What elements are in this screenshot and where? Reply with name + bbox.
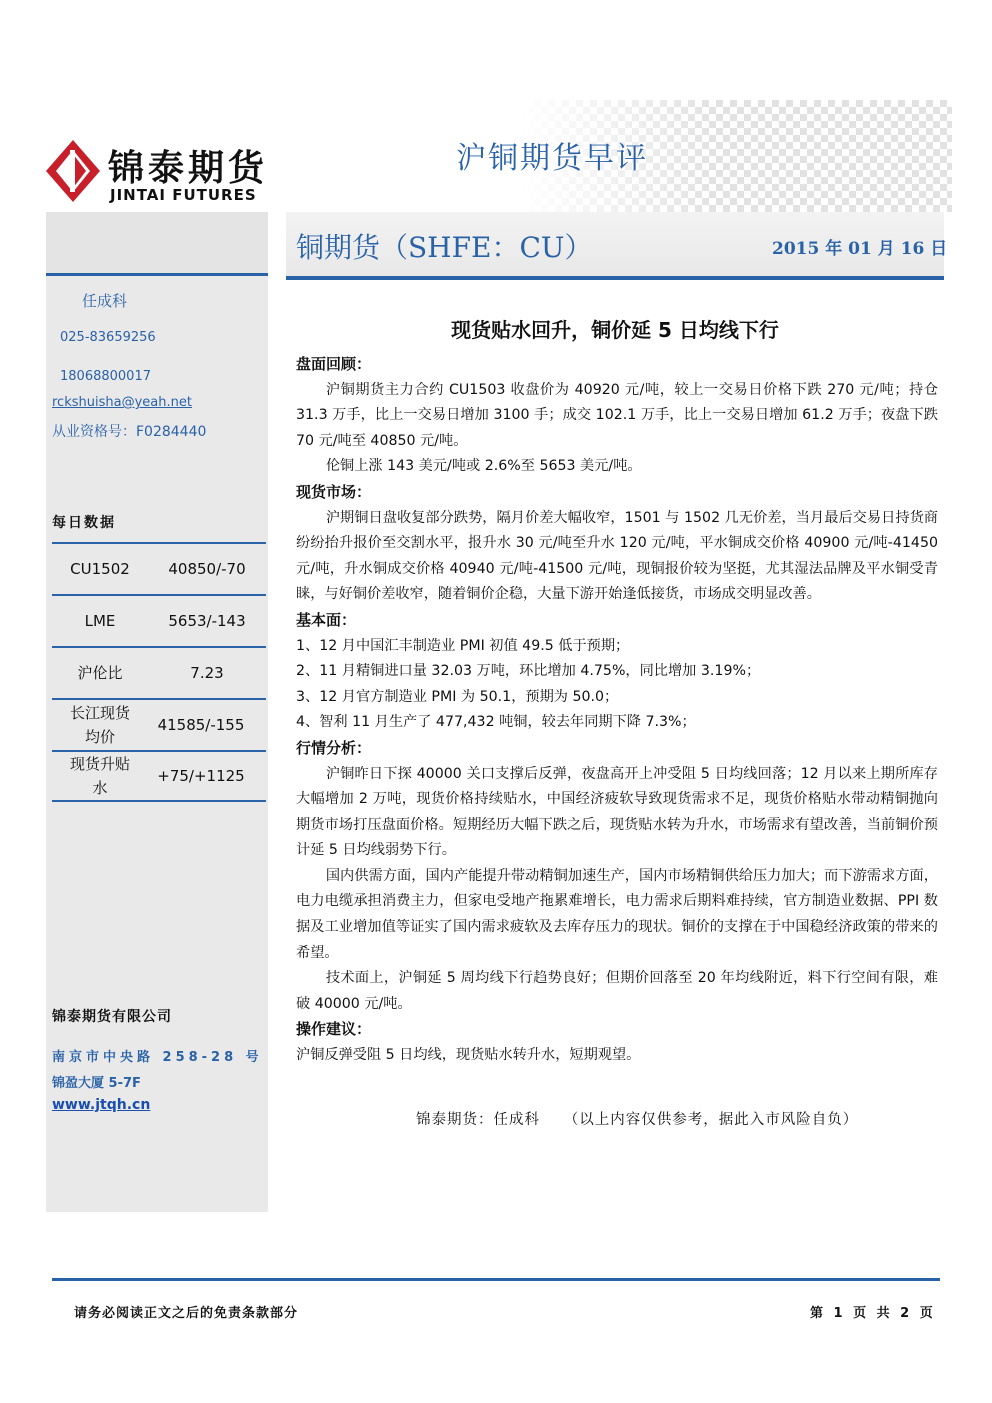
list-item: 3、12 月官方制造业 PMI 为 50.1，预期为 50.0； xyxy=(296,688,619,705)
analyst-phone: 025-83659256 xyxy=(60,330,156,345)
paragraph: 技术面上，沪铜延 5 周均线下行趋势良好；但期价回落至 20 年均线附近，料下行空间有限，难破 40000 元/吨。 xyxy=(296,970,938,1012)
row-label: CU1502 xyxy=(70,560,130,578)
daily-data-heading: 每日数据 xyxy=(52,515,116,531)
analyst-mobile: 18068800017 xyxy=(60,369,151,384)
section-heading: 基本面： xyxy=(296,610,357,629)
advice-text: 沪铜反弹受阻 5 日均线，现货贴水转升水，短期观望。 xyxy=(296,1047,641,1064)
report-date: 2015 年 01 月 16 日 xyxy=(772,239,948,259)
logo-icon xyxy=(46,140,100,202)
sidebar-header-block xyxy=(46,212,268,276)
article-headline: 现货贴水回升，铜价延 5 日均线下行 xyxy=(451,318,779,342)
row-value: +75/+1125 xyxy=(157,767,245,785)
paragraph: 沪铜期货主力合约 CU1503 收盘价为 40920 元/吨，较上一交易日价格下跌 270 元/吨；持仓 31.3 万手，比上一交易日增加 3100 手；成交 102.1 万手，比上一交易日增加 61.2 万手；夜盘下跌 70 元/吨至 40850 元/吨。 xyxy=(296,381,938,449)
analyst-email-link[interactable]: rckshuisha@yeah.net xyxy=(52,395,192,410)
row-label: 沪伦比 xyxy=(77,664,123,682)
row-label: 长江现货均价 xyxy=(69,704,130,746)
row-value: 7.23 xyxy=(190,664,224,682)
signature-line: 锦泰期货：任成科 （以上内容仅供参考，据此入市风险自负） xyxy=(416,1112,859,1128)
article-body xyxy=(296,352,938,1069)
paragraph: 国内供需方面，国内产能提升带动精铜加速生产，国内市场精铜供给压力加大；而下游需求方面，电力电缆承担消费主力，但家电受地产拖累难增长，电力需求后期料难持续，官方制造业数据、PPI 数据及工业增加值等证实了国内需求疲软及去库存压力的现状。铜价的支撑在于中国稳经济政策的带来的希望。 xyxy=(296,867,938,961)
section-heading: 盘面回顾： xyxy=(296,355,372,373)
list-item: 4、智利 11 月生产了 477,432 吨铜，较去年同期下降 7.3%； xyxy=(296,714,696,731)
company-address: 南京市中央路 258-28 号 xyxy=(52,1050,263,1065)
row-label: 现货升贴水 xyxy=(69,755,130,797)
page-number: 第 1 页 共 2 页 xyxy=(810,1306,936,1321)
row-value: 5653/-143 xyxy=(168,612,246,630)
logo-english-text: JINTAI FUTURES xyxy=(110,186,257,204)
list-item: 1、12 月中国汇丰制造业 PMI 初值 49.5 低于预期； xyxy=(296,637,630,654)
analyst-name: 任成科 xyxy=(82,292,128,310)
company-building: 锦盈大厦 5-7F xyxy=(52,1076,141,1091)
list-item: 2、11 月精铜进口量 32.03 万吨，环比增加 4.75%，同比增加 3.19%； xyxy=(296,663,761,680)
logo-chinese-text: 锦泰期货 xyxy=(108,147,269,189)
company-name: 锦泰期货有限公司 xyxy=(52,1009,172,1025)
paragraph: 沪铜昨日下探 40000 关口支撑后反弹，夜盘高开上冲受阻 5 日均线回落；12 月以来上期所库存大幅增加 2 万吨，现货价格持续贴水，中国经济疲软导致现货需求不足，现货价格贴水带动精铜抛向期货市场打压盘面价格。短期经历大幅下跌之后，现货贴水转为升水，市场需求有望改善，当前铜价预计延 5 日均线弱势下行。 xyxy=(296,765,938,859)
topic-title: 铜期货（SHFE：CU） xyxy=(296,231,593,264)
table-row xyxy=(52,750,266,802)
row-value: 40850/-70 xyxy=(168,560,246,578)
row-value: 41585/-155 xyxy=(157,716,245,734)
row-label: LME xyxy=(84,612,116,630)
footer-divider xyxy=(52,1278,940,1281)
table-row xyxy=(52,646,266,698)
section-heading: 操作建议： xyxy=(296,1020,372,1039)
table-row xyxy=(52,698,266,750)
section-heading: 现货市场： xyxy=(296,482,372,501)
daily-data-table xyxy=(52,542,266,802)
section-heading: 行情分析： xyxy=(296,738,372,757)
table-row xyxy=(52,594,266,646)
paragraph: 伦铜上涨 143 美元/吨或 2.6%至 5653 美元/吨。 xyxy=(325,458,642,475)
company-website-link[interactable]: www.jtqh.cn xyxy=(52,1097,151,1113)
paragraph: 沪期铜日盘收复部分跌势，隔月价差大幅收窄，1501 与 1502 几无价差，当月最后交易日持货商纷纷抬升报价至交割水平，报升水 30 元/吨至升水 120 元/吨，平水铜成交价格 40900 元/吨-41450 元/吨，升水铜成交价格 40940 元/吨-41500 元/吨，现铜报价较为坚挺，尤其湿法品牌及平水铜受青睐，与好铜价差收窄，随着铜价企稳，大量下游开始逢低接货，市场成交明显改善。 xyxy=(296,509,938,603)
analyst-certificate: 从业资格号：F0284440 xyxy=(52,424,207,440)
report-title: 沪铜期货早评 xyxy=(456,141,648,176)
footer-disclaimer: 请务必阅读正文之后的免责条款部分 xyxy=(74,1306,299,1321)
table-row xyxy=(52,542,266,594)
